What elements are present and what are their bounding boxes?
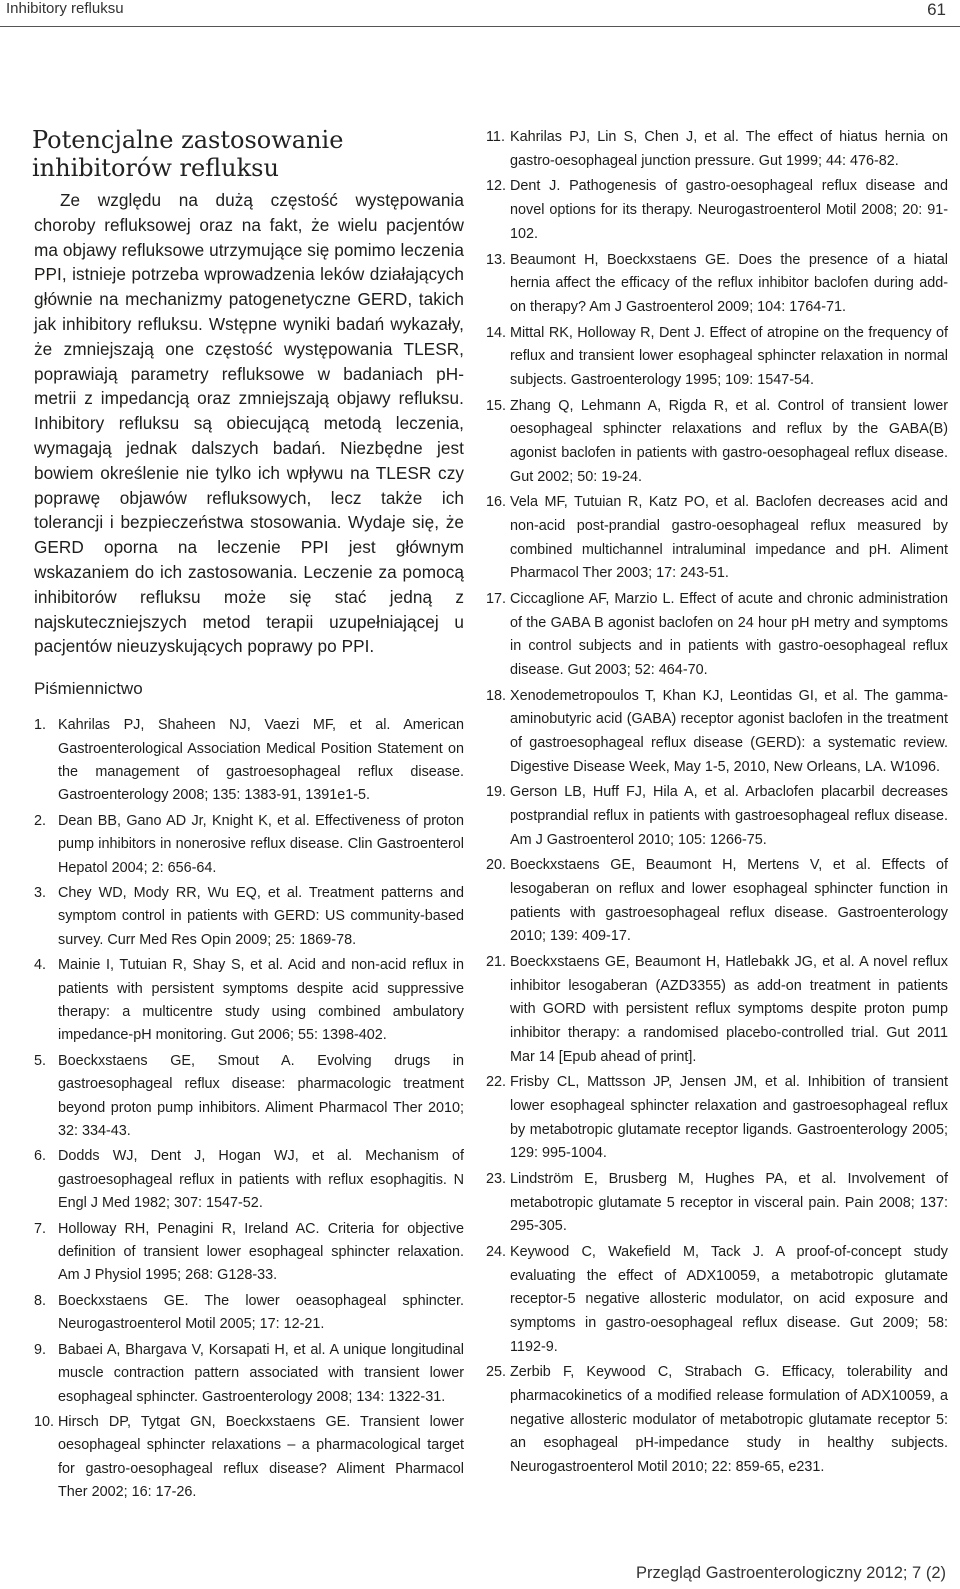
reference-item — [486, 491, 948, 585]
reference-text: Babaei A, Bhargava V, Korsapati H, et al. A unique longitudinal muscle contraction pattern associated with transient lower esophageal sphincter. Gastroenterology 2008; 134: 1322-31. — [58, 1341, 464, 1405]
reference-text: Dodds WJ, Dent J, Hogan WJ, et al. Mechanism of gastroesophageal reflux in patients with reflux esophagitis. N Engl J Med 1982; 307: 1547-52. — [58, 1148, 464, 1212]
journal-footer: Przegląd Gastroenterologiczny 2012; 7 (2) — [635, 1564, 946, 1582]
reference-text: Beaumont H, Boeckxstaens GE. Does the presence of a hiatal hernia affect the efficacy of the reflux inhibitor baclofen during add-on therapy? Am J Gastroenterol 2009; 104: 1764-71. — [510, 251, 948, 315]
reference-text: Ciccaglione AF, Marzio L. Effect of acute and chronic administration of the GABA B agonist baclofen on 24 hour pH metry and symptoms in control subjects and in patients with gastro-oesophageal reflux disease. Gut 2003; 52: 464-70. — [510, 591, 948, 678]
reference-item — [34, 810, 464, 880]
left-column — [34, 126, 464, 1507]
reference-number: 8. — [34, 1292, 47, 1309]
reference-item — [34, 1411, 464, 1505]
reference-text: Kahrilas PJ, Shaheen NJ, Vaezi MF, et al. American Gastroenterological Association Medical Position Statement on the management of gastroesophageal reflux disease. Gastroenterology 2008; 135: 1383-91, 1391e1-5. — [58, 717, 464, 804]
reference-text: Mainie I, Tutuian R, Shay S, et al. Acid and non-acid reflux in patients with persistent symptoms despite acid suppressive therapy: a multicentre study using combined ambulatory impedance-pH monitoring. Gut 2006; 55: 1398-402. — [58, 957, 464, 1044]
reference-number: 10. — [34, 1413, 55, 1430]
reference-item — [486, 685, 948, 779]
reference-item — [486, 1168, 948, 1239]
reference-number: 7. — [34, 1220, 47, 1237]
reference-text: Boeckxstaens GE, Smout A. Evolving drugs in gastroesophageal reflux disease: pharmacologic treatment beyond proton pump inhibitors. Aliment Pharmacol Ther 2010; 32: 334-43. — [58, 1052, 464, 1140]
reference-number: 5. — [34, 1052, 47, 1069]
reference-number: 22. — [486, 1074, 507, 1091]
reference-text: Gerson LB, Huff FJ, Hila A, et al. Arbaclofen placarbil decreases postprandial reflux in patients with gastroesophageal reflux disease. Am J Gastroenterol 2010; 105: 1266-75. — [510, 784, 948, 848]
reference-text: Kahrilas PJ, Lin S, Chen J, et al. The effect of hiatus hernia on gastro-oesophageal junction pressure. Gut 1999; 44: 476-82. — [510, 129, 948, 169]
reference-text: Dent J. Pathogenesis of gastro-oesophageal reflux disease and novel options for its therapy. Neurogastroenterol Motil 2008; 20: 91-102. — [510, 178, 948, 242]
reference-text: Hirsch DP, Tytgat GN, Boeckxstaens GE. Transient lower oesophageal sphincter relaxations – a pharmacological target for gastro-oesophageal reflux disease? Aliment Pharmacol Ther 2002; 16: 17-26. — [58, 1413, 464, 1501]
reference-item — [34, 1218, 464, 1288]
reference-item — [486, 1241, 948, 1359]
page-number: 61 — [927, 0, 946, 19]
right-column — [486, 126, 948, 1482]
reference-item — [486, 854, 948, 948]
references-heading: Piśmiennictwo — [34, 679, 143, 699]
reference-text: Keywood C, Wakefield M, Tack J. A proof-of-concept study evaluating the effect of ADX10059, a metabotropic glutamate receptor-5 negative allosteric modulator, on acid exposure and symptoms in gastro-oesophageal reflux disease. Gut 2009; 58: 1192-9. — [510, 1244, 948, 1355]
reference-item — [486, 1071, 948, 1165]
running-title: Inhibitory refluksu — [6, 0, 124, 17]
reference-number: 24. — [486, 1244, 507, 1261]
reference-number: 19. — [486, 784, 507, 801]
reference-item — [486, 588, 948, 682]
running-header — [0, 0, 960, 26]
section-heading-line2: inhibitorów refluksu — [32, 154, 279, 182]
reference-text: Frisby CL, Mattsson JP, Jensen JM, et al. Inhibition of transient lower esophageal sphincter relaxation and gastroesophageal reflux by metabotropic glutamate receptor ligands. Gastroenterology 2005; 129: 995-1004. — [510, 1074, 948, 1162]
reference-number: 15. — [486, 397, 507, 414]
reference-item — [34, 1145, 464, 1215]
reference-number: 11. — [486, 129, 505, 145]
reference-item — [34, 954, 464, 1048]
reference-number: 2. — [34, 812, 47, 829]
reference-text: Chey WD, Mody RR, Wu EQ, et al. Treatment patterns and symptom control in patients with GERD: US community-based survey. Curr Med Res Opin 2009; 25: 1869-78. — [58, 884, 464, 948]
reference-item — [486, 322, 948, 393]
reference-number: 14. — [486, 324, 507, 341]
reference-item — [486, 781, 948, 852]
reference-number: 12. — [486, 178, 507, 195]
reference-text: Dean BB, Gano AD Jr, Knight K, et al. Effectiveness of proton pump inhibitors in nonerosive reflux disease. Clin Gastroenterol Hepatol 2004; 2: 656-64. — [58, 812, 464, 876]
section-heading — [32, 126, 464, 182]
references-list-right — [486, 126, 948, 1479]
reference-number: 9. — [34, 1341, 47, 1358]
references-list-left — [34, 714, 464, 1504]
reference-number: 21. — [486, 954, 507, 971]
reference-item — [486, 1361, 948, 1479]
reference-item — [486, 126, 948, 173]
section-heading-line1: Potencjalne zastosowanie — [32, 126, 344, 154]
reference-number: 13. — [486, 251, 507, 268]
reference-number: 4. — [34, 957, 47, 974]
reference-number: 6. — [34, 1148, 47, 1165]
reference-text: Boeckxstaens GE, Beaumont H, Hatlebakk JG, et al. A novel reflux inhibitor lesogaberan (AZD3355) as add-on treatment in patients with GORD with persistent reflux symptoms despite proton pump inhibitor therapy: a randomised placebo-controlled trial. Gut 2011 Mar 14 [Epub ahead of print]. — [510, 954, 948, 1065]
reference-number: 25. — [486, 1364, 507, 1381]
reference-text: Zhang Q, Lehmann A, Rigda R, et al. Control of transient lower oesophageal sphincter relaxations and reflux by the GABA(B) agonist baclofen in patients with gastro-oesophageal reflux disease. Gut 2002; 50: 19-24. — [510, 397, 948, 485]
reference-text: Vela MF, Tutuian R, Katz PO, et al. Baclofen decreases acid and non-acid post-prandial gastro-oesophageal reflux measured by combined multichannel intraluminal impedance and pH. Aliment Pharmacol Ther 2003; 17: 243-51. — [510, 494, 948, 582]
section-paragraph: Ze względu na dużą częstość występowania choroby refluksowej oraz na fakt, że wielu pacjentów ma objawy refluksowe utrzymujące się pomimo leczenia PPI, istnieje potrzeba wprowadzenia leków działających głównie na mechanizmy patogenetyczne GERD, takich jak inhibitory refluksu. Wstępne wyniki badań wykazały, że zmniejszają one częstość występowania TLESR, poprawiają parametry refluksowe w badaniach pH-metrii z impedancją oraz zmniejszają objawy refluksu. Inhibitory refluksu są obiecującą metodą leczenia, wymagają jednak dalszych badań. Niezbędne jest bowiem określenie nie tylko ich wpływu na TLESR czy poprawę objawów refluksowych, lecz także ich tolerancji i bezpieczeństwa stosowania. Wydaje się, że GERD oporna na leczenie PPI jest głównym wskazaniem do ich zastosowania. Leczenie za pomocą inhibitorów refluksu może się stać jedną z najskuteczniejszych metod terapii uzupełniającej u pacjentów nieuzyskujących poprawy po PPI. — [34, 190, 464, 657]
reference-text: Holloway RH, Penagini R, Ireland AC. Criteria for objective definition of transient lower esophageal sphincter relaxation. Am J Physiol 1995; 268: G128-33. — [58, 1220, 464, 1284]
reference-item — [34, 882, 464, 952]
reference-item — [34, 1339, 464, 1409]
reference-item — [486, 249, 948, 320]
reference-number: 23. — [486, 1171, 507, 1188]
reference-item — [34, 1050, 464, 1144]
reference-item — [486, 951, 948, 1069]
reference-text: Mittal RK, Holloway R, Dent J. Effect of atropine on the frequency of reflux and transient lower esophageal sphincter relaxation in normal subjects. Gastroenterology 1995; 109: 1547-54. — [510, 324, 948, 388]
reference-item — [486, 395, 948, 489]
reference-number: 3. — [34, 884, 47, 901]
reference-item — [34, 1290, 464, 1337]
reference-text: Boeckxstaens GE, Beaumont H, Mertens V, et al. Effects of lesogaberan on reflux and lower esophageal sphincter function in patients with gastroesophageal reflux disease. Gastroenterology 2010; 139: 409-17. — [510, 857, 948, 945]
reference-text: Boeckxstaens GE. The lower oeasophageal sphincter. Neurogastroenterol Motil 2005; 17: 12-21. — [58, 1292, 464, 1333]
reference-item — [486, 175, 948, 246]
reference-number: 16. — [486, 494, 507, 511]
reference-text: Xenodemetropoulos T, Khan KJ, Leontidas GI, et al. The gamma-aminobutyric acid (GABA) receptor agonist baclofen in the treatment of gastroesophageal reflux disease (GERD): a systematic review. Digestive Disease Week, May 1-5, 2010, New Orleans, LA. W1096. — [510, 687, 948, 775]
reference-number: 20. — [486, 857, 507, 874]
reference-item — [34, 714, 464, 808]
reference-number: 18. — [486, 687, 507, 704]
reference-number: 17. — [486, 591, 507, 608]
reference-text: Lindström E, Brusberg M, Hughes PA, et al. Involvement of metabotropic glutamate 5 receptor in visceral pain. Pain 2008; 137: 295-305. — [510, 1171, 948, 1235]
reference-number: 1. — [34, 717, 47, 734]
reference-text: Zerbib F, Keywood C, Strabach G. Efficacy, tolerability and pharmacokinetics of a modified release formulation of ADX10059, a negative allosteric modulator of metabotropic glutamate receptor 5: an esophageal pH-impedance study in healthy subjects. Neurogastroenterol Motil 2010; 22: 859-65, e231. — [510, 1364, 948, 1475]
header-rule — [0, 26, 960, 27]
